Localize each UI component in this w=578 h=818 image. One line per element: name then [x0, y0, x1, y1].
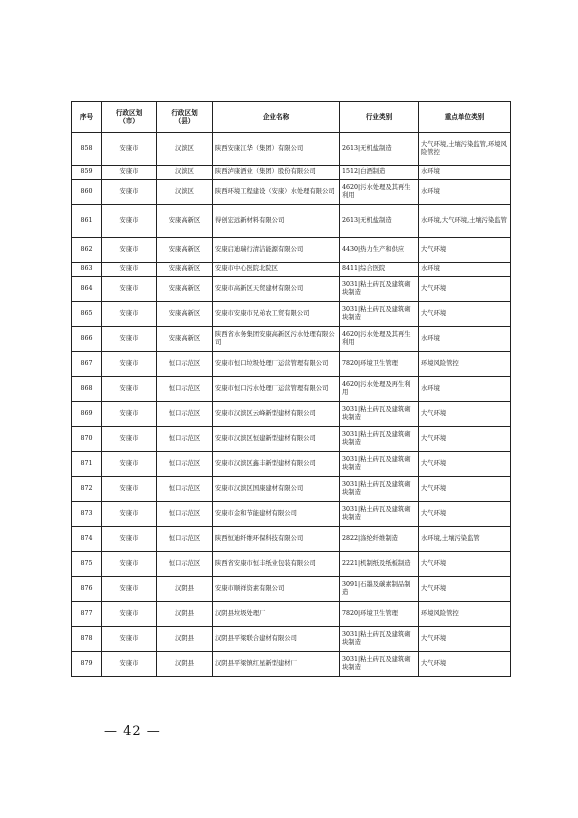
cell-industry: 4620|污水处理及其再生利用	[340, 180, 419, 205]
cell-city: 安康市	[102, 277, 157, 302]
cell-city: 安康市	[102, 166, 157, 180]
cell-unit-type: 大气环境	[419, 502, 511, 527]
cell-city: 安康市	[102, 133, 157, 166]
cell-industry: 3031|粘土砖瓦及建筑砌块制造	[340, 452, 419, 477]
table-row	[72, 180, 511, 205]
cell-index: 861	[72, 205, 102, 238]
table-row	[72, 527, 511, 552]
cell-unit-type: 大气环境	[419, 302, 511, 327]
cell-index: 863	[72, 263, 102, 277]
cell-company: 安康市恒口垃圾处理厂运营管理有限公司	[213, 352, 340, 377]
cell-county: 安康高新区	[157, 238, 213, 263]
cell-company: 安康市汉滨区国康建材有限公司	[213, 477, 340, 502]
cell-city: 安康市	[102, 427, 157, 452]
cell-county: 安康高新区	[157, 205, 213, 238]
cell-city: 安康市	[102, 452, 157, 477]
cell-county: 安康高新区	[157, 327, 213, 352]
cell-industry: 1512|白酒制造	[340, 166, 419, 180]
cell-county: 恒口示范区	[157, 477, 213, 502]
cell-county: 恒口示范区	[157, 427, 213, 452]
cell-industry: 4620|污水处理及再生利用	[340, 377, 419, 402]
cell-unit-type: 大气环境	[419, 552, 511, 577]
cell-company: 安康市汉滨区云峰新型建材有限公司	[213, 402, 340, 427]
cell-unit-type: 水环境,土壤污染监管	[419, 527, 511, 552]
cell-company: 安康市顺祥资素有限公司	[213, 577, 340, 602]
cell-unit-type: 大气环境	[419, 577, 511, 602]
table-row	[72, 477, 511, 502]
cell-unit-type: 大气环境	[419, 627, 511, 652]
cell-city: 安康市	[102, 302, 157, 327]
cell-city: 安康市	[102, 263, 157, 277]
cell-index: 878	[72, 627, 102, 652]
cell-unit-type: 水环境	[419, 327, 511, 352]
cell-company: 陕西安康江华（集团）有限公司	[213, 133, 340, 166]
cell-unit-type: 环境风险管控	[419, 352, 511, 377]
cell-company: 安康市中心医院北院区	[213, 263, 340, 277]
cell-company: 陕西环境工程建设（安康）水处理有限公司	[213, 180, 340, 205]
cell-index: 867	[72, 352, 102, 377]
cell-industry: 4430|热力生产和供应	[340, 238, 419, 263]
cell-industry: 2613|无机盐制造	[340, 133, 419, 166]
cell-company: 安康市高新区天贸建材有限公司	[213, 277, 340, 302]
table-row	[72, 263, 511, 277]
cell-city: 安康市	[102, 402, 157, 427]
cell-city: 安康市	[102, 180, 157, 205]
cell-index: 879	[72, 652, 102, 677]
cell-index: 858	[72, 133, 102, 166]
header-index: 序号	[72, 102, 102, 133]
cell-county: 汉阴县	[157, 577, 213, 602]
cell-unit-type: 环境风险管控	[419, 602, 511, 627]
cell-industry: 3031|粘土砖瓦及建筑砌块制造	[340, 627, 419, 652]
cell-company: 安康启迪瑞行清洁能源有限公司	[213, 238, 340, 263]
cell-county: 恒口示范区	[157, 452, 213, 477]
cell-county: 安康高新区	[157, 263, 213, 277]
header-company: 企业名称	[213, 102, 340, 133]
cell-company: 安康市金和节能建材有限公司	[213, 502, 340, 527]
cell-industry: 8411|综合医院	[340, 263, 419, 277]
cell-company: 安康市汉滨区恒建新型建材有限公司	[213, 427, 340, 452]
cell-company: 安康市恒口污水处理厂运营管理有限公司	[213, 377, 340, 402]
cell-unit-type: 大气环境	[419, 652, 511, 677]
cell-unit-type: 大气环境,土壤污染监管,环境风险管控	[419, 133, 511, 166]
cell-company: 得创宏远新材料有限公司	[213, 205, 340, 238]
cell-index: 866	[72, 327, 102, 352]
cell-industry: 3031|粘土砖瓦及建筑砌块制造	[340, 277, 419, 302]
cell-index: 864	[72, 277, 102, 302]
table-row	[72, 552, 511, 577]
cell-county: 汉阴县	[157, 627, 213, 652]
table-row	[72, 427, 511, 452]
page-number: — 42 —	[104, 724, 161, 739]
cell-index: 860	[72, 180, 102, 205]
table-row	[72, 133, 511, 166]
cell-unit-type: 大气环境	[419, 238, 511, 263]
cell-county: 汉滨区	[157, 166, 213, 180]
header-city: 行政区划 （市）	[102, 102, 157, 133]
table-row	[72, 205, 511, 238]
cell-unit-type: 水环境	[419, 377, 511, 402]
cell-industry: 3031|粘土砖瓦及建筑砌块制造	[340, 427, 419, 452]
cell-index: 872	[72, 477, 102, 502]
cell-industry: 3031|粘土砖瓦及建筑砌块制造	[340, 477, 419, 502]
table-row	[72, 166, 511, 180]
cell-unit-type: 大气环境	[419, 477, 511, 502]
cell-index: 873	[72, 502, 102, 527]
cell-industry: 2221|机制纸及纸板制造	[340, 552, 419, 577]
cell-index: 869	[72, 402, 102, 427]
cell-index: 868	[72, 377, 102, 402]
cell-company: 陕西恒迪纤维环保科技有限公司	[213, 527, 340, 552]
cell-index: 870	[72, 427, 102, 452]
cell-index: 874	[72, 527, 102, 552]
cell-index: 862	[72, 238, 102, 263]
cell-city: 安康市	[102, 327, 157, 352]
table-row	[72, 577, 511, 602]
table-header-row	[72, 102, 511, 133]
cell-county: 恒口示范区	[157, 527, 213, 552]
cell-city: 安康市	[102, 527, 157, 552]
cell-city: 安康市	[102, 577, 157, 602]
header-county: 行政区划 （县）	[157, 102, 213, 133]
cell-company: 陕西省水务集团安康高新区污水处理有限公司	[213, 327, 340, 352]
table-body	[72, 133, 511, 677]
table-row	[72, 602, 511, 627]
cell-company: 汉阴县平梁镇红星新型建材厂	[213, 652, 340, 677]
cell-index: 859	[72, 166, 102, 180]
cell-industry: 4620|污水处理及其再生利用	[340, 327, 419, 352]
cell-unit-type: 大气环境	[419, 277, 511, 302]
cell-county: 恒口示范区	[157, 402, 213, 427]
cell-county: 汉阴县	[157, 652, 213, 677]
table-row	[72, 352, 511, 377]
cell-county: 恒口示范区	[157, 352, 213, 377]
cell-city: 安康市	[102, 477, 157, 502]
cell-unit-type: 水环境	[419, 180, 511, 205]
cell-company: 陕西省安康市恒丰纸业包装有限公司	[213, 552, 340, 577]
table-row	[72, 377, 511, 402]
cell-company: 汉阴县垃圾处理厂	[213, 602, 340, 627]
cell-unit-type: 水环境	[419, 166, 511, 180]
cell-index: 876	[72, 577, 102, 602]
cell-industry: 7820|环境卫生管理	[340, 352, 419, 377]
cell-unit-type: 大气环境	[419, 452, 511, 477]
cell-index: 871	[72, 452, 102, 477]
cell-county: 恒口示范区	[157, 377, 213, 402]
table-row	[72, 402, 511, 427]
cell-city: 安康市	[102, 238, 157, 263]
cell-industry: 3031|粘土砖瓦及建筑砌块制造	[340, 302, 419, 327]
cell-company: 安康市安康市兄弟农工贸有限公司	[213, 302, 340, 327]
table-row	[72, 502, 511, 527]
cell-industry: 3031|粘土砖瓦及建筑砌块制造	[340, 502, 419, 527]
cell-county: 汉滨区	[157, 180, 213, 205]
cell-city: 安康市	[102, 352, 157, 377]
cell-city: 安康市	[102, 502, 157, 527]
cell-unit-type: 大气环境	[419, 402, 511, 427]
cell-county: 汉滨区	[157, 133, 213, 166]
cell-unit-type: 水环境	[419, 263, 511, 277]
cell-industry: 3091|石墨及碳素制品制造	[340, 577, 419, 602]
table-row	[72, 238, 511, 263]
cell-index: 877	[72, 602, 102, 627]
enterprise-table-container	[71, 101, 510, 677]
cell-company: 安康市汉滨区鑫丰新型建材有限公司	[213, 452, 340, 477]
cell-industry: 7820|环境卫生管理	[340, 602, 419, 627]
header-key-unit-type: 重点单位类别	[419, 102, 511, 133]
cell-unit-type: 大气环境	[419, 427, 511, 452]
cell-company: 陕西泸康酒业（集团）股份有限公司	[213, 166, 340, 180]
cell-city: 安康市	[102, 602, 157, 627]
cell-index: 875	[72, 552, 102, 577]
table-row	[72, 452, 511, 477]
enterprise-table	[71, 101, 511, 677]
header-industry: 行业类别	[340, 102, 419, 133]
cell-industry: 3031|粘土砖瓦及建筑砌块制造	[340, 402, 419, 427]
cell-city: 安康市	[102, 377, 157, 402]
cell-industry: 2822|涤纶纤维制造	[340, 527, 419, 552]
cell-company: 汉阴县平梁联合建材有限公司	[213, 627, 340, 652]
cell-county: 安康高新区	[157, 277, 213, 302]
cell-city: 安康市	[102, 552, 157, 577]
table-row	[72, 302, 511, 327]
table-row	[72, 277, 511, 302]
cell-county: 安康高新区	[157, 302, 213, 327]
cell-unit-type: 水环境,大气环境,土壤污染监管	[419, 205, 511, 238]
cell-county: 恒口示范区	[157, 502, 213, 527]
cell-city: 安康市	[102, 205, 157, 238]
cell-industry: 2613|无机盐制造	[340, 205, 419, 238]
cell-index: 865	[72, 302, 102, 327]
cell-county: 恒口示范区	[157, 552, 213, 577]
cell-county: 汉阴县	[157, 602, 213, 627]
cell-city: 安康市	[102, 627, 157, 652]
table-row	[72, 627, 511, 652]
cell-city: 安康市	[102, 652, 157, 677]
table-row	[72, 652, 511, 677]
cell-industry: 3031|粘土砖瓦及建筑砌块制造	[340, 652, 419, 677]
table-row	[72, 327, 511, 352]
